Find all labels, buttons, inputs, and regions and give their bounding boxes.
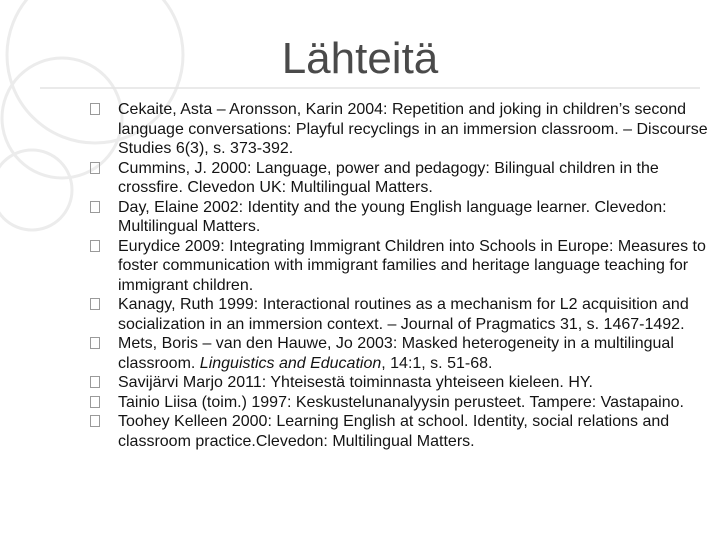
reference-text: Day, Elaine 2002: Identity and the young English language learner. Clevedon: Multilingual Matters. (118, 198, 667, 235)
list-item (118, 100, 718, 159)
reference-text-tail: , 14:1, s. 51-68. (381, 354, 493, 372)
list-item (118, 412, 718, 451)
square-bullet-icon (90, 396, 100, 408)
list-item (118, 159, 718, 198)
square-bullet-icon (90, 162, 100, 174)
journal-name: Linguistics and Education (199, 354, 382, 372)
reference-text: Savijärvi Marjo 2011: Yhteisestä toiminnasta yhteiseen kieleen. HY. (118, 374, 593, 391)
reference-text: Cekaite, Asta – Aronsson, Karin 2004: Repetition and joking in children’s second language conversations: Playful recyclings in an immersion classroom. – Discourse Studies 6(3), s. 373-392. (118, 101, 708, 157)
decor-circle-small (0, 150, 72, 230)
list-item (118, 198, 718, 237)
reference-text: Cummins, J. 2000: Language, power and pedagogy: Bilingual children in the crossfire. Clevedon UK: Multilingual Matters. (118, 159, 659, 196)
list-item (118, 295, 718, 334)
reference-text-main: Mets, Boris – van den Hauwe, Jo 2003: Masked heterogeneity in a multilingual classroom. (118, 335, 674, 372)
list-item (118, 237, 718, 296)
square-bullet-icon (90, 201, 100, 213)
square-bullet-icon (90, 415, 100, 427)
square-bullet-icon (90, 376, 100, 388)
list-item (118, 373, 718, 393)
square-bullet-icon (90, 298, 100, 310)
reference-text (118, 335, 674, 372)
reference-text: Eurydice 2009: Integrating Immigrant Children into Schools in Europe: Measures to foster communication with immigrant families and heritage language teaching for immigrant children. (118, 237, 706, 294)
list-item (118, 393, 718, 413)
reference-text: Kanagy, Ruth 1999: Interactional routines as a mechanism for L2 acquisition and socialization in an immersion context. – Journal of Pragmatics 31, s. 1467-1492. (118, 296, 689, 333)
reference-text: Tainio Liisa (toim.) 1997: Keskustelunanalyysin perusteet. Tampere: Vastapaino. (118, 393, 684, 411)
reference-text: Toohey Kelleen 2000: Learning English at school. Identity, social relations and classroom practice.Clevedon: Multilingual Matters. (118, 413, 670, 450)
slide-title: Lähteitä (281, 34, 439, 83)
list-item (118, 334, 718, 373)
square-bullet-icon (90, 240, 100, 252)
square-bullet-icon (90, 103, 100, 115)
reference-list (118, 100, 718, 451)
square-bullet-icon (90, 337, 100, 349)
